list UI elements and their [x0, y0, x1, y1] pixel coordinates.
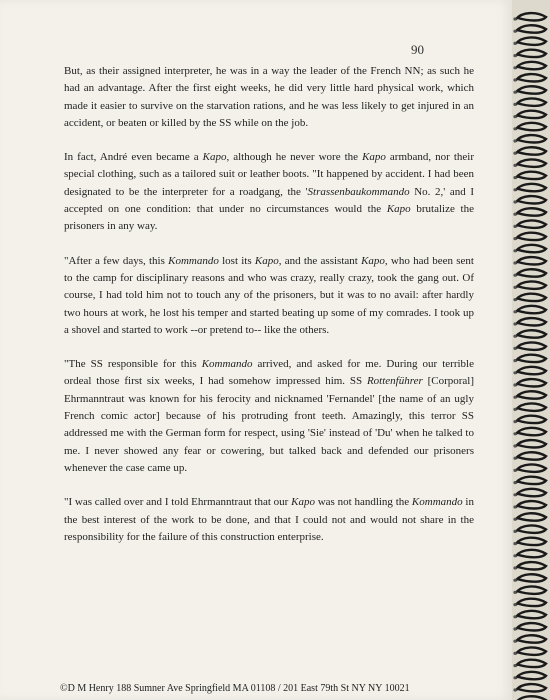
italic-term: Kapo [361, 254, 385, 267]
binding-hole [513, 66, 516, 69]
binding-hole [513, 579, 516, 582]
spiral-binding [512, 0, 550, 700]
spiral-coil [516, 37, 546, 44]
binding-hole [513, 335, 516, 338]
binding-hole [513, 420, 516, 423]
binding-hole [513, 237, 516, 240]
spiral-coil [516, 318, 546, 325]
spiral-coil [516, 342, 546, 349]
italic-term: Kapo [254, 254, 279, 267]
binding-hole [513, 322, 516, 325]
spiral-coil [516, 477, 546, 484]
italic-term: Kommando [411, 496, 463, 509]
binding-hole [513, 188, 516, 191]
binding-hole [513, 652, 516, 655]
spiral-coil [516, 245, 546, 252]
italic-term: Rottenführer [366, 375, 423, 388]
spiral-coil [516, 501, 546, 508]
binding-hole [513, 444, 516, 447]
binding-hole [513, 78, 516, 81]
spiral-coil [516, 172, 546, 179]
text-run: In fact, André even became a [64, 151, 203, 164]
binding-hole [513, 505, 516, 508]
spiral-coil [516, 184, 546, 191]
binding-hole [513, 115, 516, 118]
binding-hole [513, 225, 516, 228]
spiral-coil [516, 452, 546, 459]
italic-term: Strassenbaukommando [307, 185, 410, 198]
spiral-coil [516, 220, 546, 227]
spiral-coil [516, 86, 546, 93]
spiral-coil [516, 696, 546, 700]
spiral-coil [516, 147, 546, 154]
text-run: in the best interest of the work to be done, and that I could not and would not share in the responsibility for the failure of this construction enterprise. [64, 496, 474, 543]
binding-hole [513, 530, 516, 533]
paragraph [64, 253, 474, 339]
text-run: arrived, and asked for me. During our terrible ordeal those first six weeks, I had somehow impressed him. SS [64, 358, 474, 388]
page-number: 90 [411, 42, 424, 57]
binding-hole [513, 139, 516, 142]
text-run: brutalize the prisoners in any way. [64, 203, 474, 233]
spiral-coil [516, 98, 546, 105]
text-run: But, as their assigned interpreter, he was in a way the leader of the French NN; as such he had an advantage. After the first eight weeks, he did very little hard physical work, which made it easier to survive on the starvation rations, and he was less likely to get injured in an accident, or beaten or killed by the SS while on the job. [64, 65, 474, 129]
spiral-coil [516, 269, 546, 276]
spiral-coil [516, 428, 546, 435]
spiral-coil [516, 440, 546, 447]
binding-hole [513, 469, 516, 472]
binding-hole [513, 518, 516, 521]
text-run: "The SS responsible for this [64, 358, 202, 371]
spiral-coil [516, 391, 546, 398]
paragraph [64, 149, 474, 235]
paragraph [64, 356, 474, 477]
spiral-coil [516, 574, 546, 581]
text-run: [Corporal] Ehrmanntraut was known for his ferocity and nicknamed 'Fernandel' [the name of an ugly French comic actor] because of his protruding front teeth. Amazingly, this terror SS addressed me with the German form for respect, using 'Sie' instead of 'Du' when he talked to me. I never showed any fear or cowering, but talked back and defended our prisoners whenever the case came up. [64, 375, 474, 474]
spiral-coil [516, 623, 546, 630]
spiral-coil [516, 25, 546, 32]
spiral-coil [516, 550, 546, 557]
binding-hole [513, 30, 516, 33]
spiral-coil [516, 159, 546, 166]
spiral-coil [516, 13, 546, 20]
binding-hole [513, 103, 516, 106]
binding-hole [513, 664, 516, 667]
spiral-coil [516, 233, 546, 240]
spiral-coil [516, 672, 546, 679]
text-run: armband, nor their special clothing, such as a tailored suit or leather boots. "It happened by accident. I had been designated to be the interpreter for a roadgang, the ' [64, 151, 475, 198]
text-run: lost its [218, 254, 255, 267]
binding-hole [513, 542, 516, 545]
spiral-coil [516, 379, 546, 386]
spiral-coil [516, 635, 546, 642]
copyright-footer: ©D M Henry 188 Sumner Ave Springfield MA 01108 / 201 East 79th St NY NY 10021 [60, 683, 410, 694]
binding-hole [513, 627, 516, 630]
binding-hole [513, 274, 516, 277]
spiral-coil [516, 684, 546, 691]
spiral-coil [516, 123, 546, 130]
binding-hole [513, 286, 516, 289]
italic-term: Kommando [201, 358, 253, 371]
binding-hole [513, 54, 516, 57]
spiral-coil [516, 257, 546, 264]
spiral-coil [516, 281, 546, 288]
italic-term: Kapo [362, 151, 386, 164]
spiral-coil [516, 306, 546, 313]
text-run: "After a few days, this [64, 254, 169, 267]
body-text [64, 63, 474, 563]
paragraph [64, 63, 474, 132]
italic-term: Kapo [202, 151, 227, 164]
spiral-coil [516, 196, 546, 203]
spiral-coil [516, 74, 546, 81]
spiral-coil [516, 294, 546, 301]
binding-hole [513, 42, 516, 45]
spiral-coil [516, 416, 546, 423]
binding-hole [513, 176, 516, 179]
spiral-coil [516, 599, 546, 606]
italic-term: Kommando [168, 254, 219, 267]
italic-term: Kapo [291, 496, 315, 509]
spiral-coil [516, 538, 546, 545]
spiral-coil [516, 611, 546, 618]
binding-hole [513, 566, 516, 569]
text-run: , although he never wore the [226, 151, 363, 164]
binding-hole [513, 554, 516, 557]
spiral-coil [516, 403, 546, 410]
binding-hole [513, 603, 516, 606]
italic-term: Kapo [386, 203, 411, 216]
spiral-coil [516, 367, 546, 374]
binding-hole [513, 615, 516, 618]
binding-hole [513, 249, 516, 252]
spiral-coil [516, 513, 546, 520]
spiral-coil [516, 525, 546, 532]
binding-hole [513, 298, 516, 301]
binding-hole [513, 164, 516, 167]
text-run: , and the assistant [278, 254, 362, 267]
text-run: was not handling the [314, 496, 412, 509]
spiral-coil [516, 330, 546, 337]
binding-hole [513, 688, 516, 691]
binding-hole [513, 591, 516, 594]
spiral-coil [516, 355, 546, 362]
paragraph [64, 494, 474, 546]
binding-hole [513, 396, 516, 399]
binding-hole [513, 640, 516, 643]
binding-hole [513, 359, 516, 362]
spiral-coil [516, 111, 546, 118]
spiral-coil [516, 586, 546, 593]
binding-hole [513, 432, 516, 435]
binding-hole [513, 481, 516, 484]
binding-hole [513, 676, 516, 679]
spiral-coil [516, 489, 546, 496]
binding-hole [513, 347, 516, 350]
binding-hole [513, 17, 516, 20]
spiral-coil [516, 562, 546, 569]
binding-hole [513, 200, 516, 203]
binding-hole [513, 493, 516, 496]
spiral-coil [516, 464, 546, 471]
spiral-coil [516, 208, 546, 215]
spiral-coil [516, 647, 546, 654]
spiral-coil [516, 660, 546, 667]
text-run: No. 2,' and I accepted on one condition: that under no circumstances would the [64, 185, 474, 216]
binding-hole [513, 310, 516, 313]
spiral-coil [516, 50, 546, 57]
spiral-coil [516, 135, 546, 142]
binding-hole [513, 261, 516, 264]
binding-hole [513, 408, 516, 411]
binding-hole [513, 152, 516, 155]
spiral-binding-icon [512, 0, 550, 700]
text-run: "I was called over and I told Ehrmanntraut that our [64, 496, 292, 509]
binding-hole [513, 213, 516, 216]
binding-hole [513, 91, 516, 94]
binding-hole [513, 371, 516, 374]
text-run: , who had been sent to the camp for disciplinary reasons and who was crazy, really crazy, took the gang out. Of course, I had told him not to touch any of the prisoners, but it was to no avail: after hardly two hours at work, he lost his temper and started beating up some of my comrades. I took up a shovel and started to work --or pretend to-- like the others. [64, 254, 474, 336]
spiral-coil [516, 62, 546, 69]
binding-hole [513, 457, 516, 460]
binding-hole [513, 127, 516, 130]
binding-hole [513, 383, 516, 386]
